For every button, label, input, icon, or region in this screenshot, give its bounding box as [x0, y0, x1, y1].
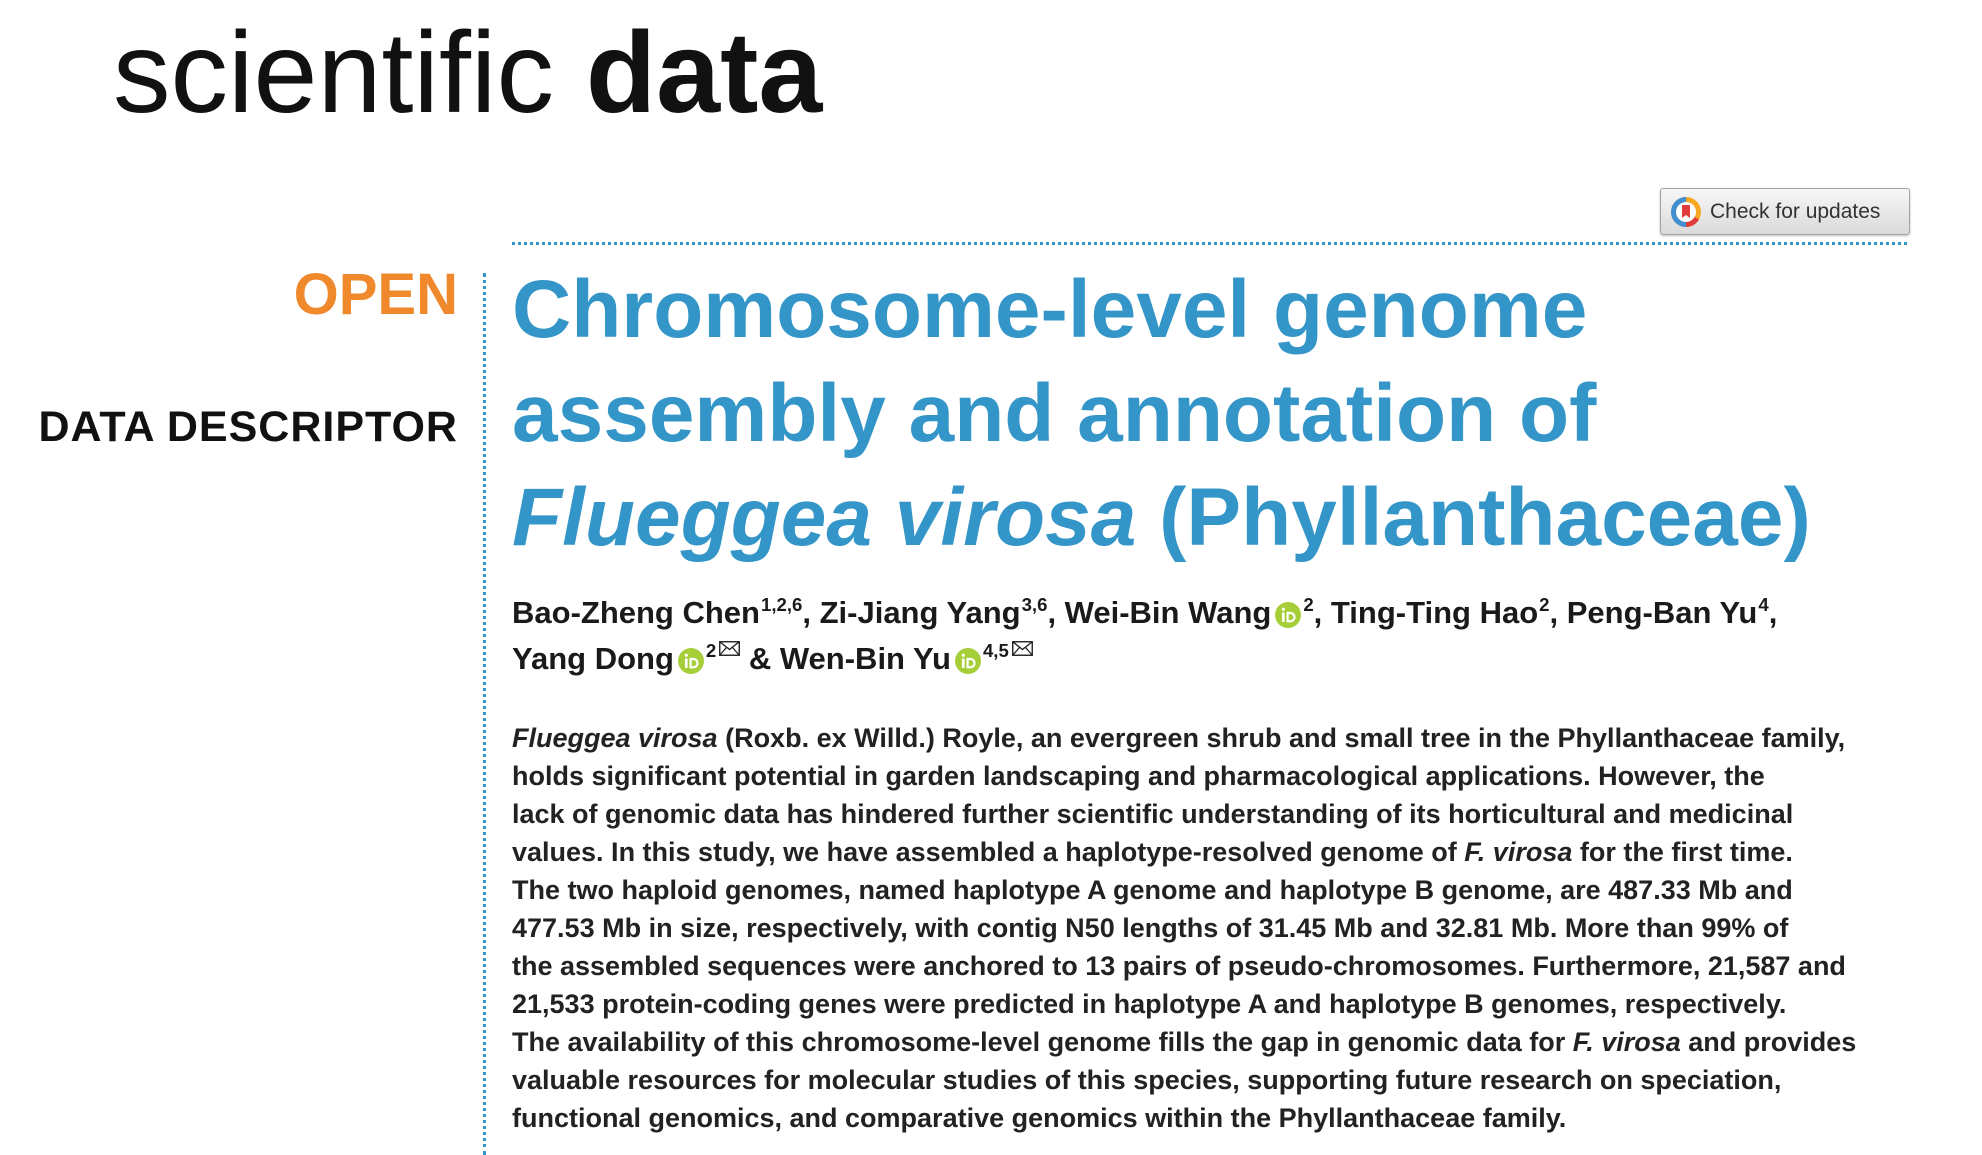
author-affiliation: 2 [1539, 594, 1550, 616]
author-separator: , [802, 595, 820, 630]
author-list [512, 592, 1777, 684]
check-for-updates-label: Check for updates [1710, 199, 1881, 223]
abstract-line [512, 719, 1856, 757]
abstract-text: and provides [1680, 1027, 1857, 1057]
abstract-text: The availability of this chromosome-level genome fills the gap in genomic data for [512, 1027, 1573, 1057]
author-affiliation: 4,5 [982, 640, 1009, 662]
dotted-rule-vertical [483, 273, 486, 1155]
abstract-line: 21,533 protein-coding genes were predicted in haplotype A and haplotype B genomes, respectively. [512, 989, 1787, 1019]
author-separator: , [1549, 595, 1567, 630]
journal-logo [113, 9, 823, 137]
abstract-line: The two haploid genomes, named haplotype A genome and haplotype B genome, are 487.33 Mb and [512, 875, 1793, 905]
author-separator: , [1047, 595, 1065, 630]
orcid-icon[interactable] [1274, 598, 1302, 626]
abstract-line: the assembled sequences were anchored to 13 pairs of pseudo-chromosomes. Furthermore, 21,587 and [512, 951, 1846, 981]
author-separator: & [740, 641, 780, 676]
abstract-line: holds significant potential in garden landscaping and pharmacological applications. However, the [512, 761, 1765, 791]
author-name: Yang Dong [512, 641, 674, 676]
author-affiliation: 1,2,6 [761, 594, 803, 616]
author-name: Ting-Ting Hao [1330, 595, 1539, 630]
author-line [512, 638, 1777, 684]
orcid-icon[interactable] [954, 644, 982, 672]
author-name: Wei-Bin Wang [1064, 595, 1272, 630]
article-type-label: DATA DESCRIPTOR [38, 403, 458, 451]
crossmark-icon [1671, 197, 1701, 227]
abstract-line: lack of genomic data has hindered further scientific understanding of its horticultural and medicinal [512, 799, 1794, 829]
author-name: Bao-Zheng Chen [512, 595, 760, 630]
abstract-line [512, 833, 1856, 871]
abstract-text: values. In this study, we have assembled a haplotype-resolved genome of [512, 837, 1465, 867]
orcid-icon[interactable] [677, 644, 705, 672]
title-species-name: Flueggea virosa [512, 472, 1137, 563]
abstract-line: functional genomics, and comparative genomics within the Phyllanthaceae family. [512, 1103, 1567, 1133]
author-name: Zi-Jiang Yang [819, 595, 1021, 630]
author-name: Peng-Ban Yu [1566, 595, 1758, 630]
abstract-line [512, 1023, 1856, 1061]
check-for-updates-button[interactable] [1660, 188, 1910, 235]
article-title [512, 258, 1811, 570]
author-affiliation: 3,6 [1021, 594, 1048, 616]
author-affiliation: 2 [705, 640, 717, 662]
title-line: assembly and annotation of [512, 368, 1597, 459]
author-affiliation: 4 [1758, 594, 1769, 616]
abstract-line: valuable resources for molecular studies of this species, supporting future research on speciation, [512, 1065, 1782, 1095]
abstract-text: (Roxb. ex Willd.) Royle, an evergreen shrub and small tree in the Phyllanthaceae family, [717, 723, 1846, 753]
envelope-icon[interactable] [1012, 625, 1033, 640]
title-line: Chromosome-level genome [512, 264, 1588, 355]
logo-word-scientific: scientific [113, 9, 554, 137]
abstract [512, 719, 1856, 1137]
species-name: F. virosa [1464, 837, 1573, 867]
open-access-label: OPEN [293, 262, 458, 327]
author-separator: , [1768, 595, 1778, 630]
dotted-rule-horizontal [512, 242, 1907, 245]
author-affiliation: 2 [1303, 594, 1314, 616]
abstract-line: 477.53 Mb in size, respectively, with contig N50 lengths of 31.45 Mb and 32.81 Mb. More than 99% of [512, 913, 1789, 943]
author-name: Wen-Bin Yu [779, 641, 951, 676]
title-family-name: (Phyllanthaceae) [1136, 472, 1811, 563]
species-name: Flueggea virosa [512, 723, 718, 753]
author-separator: , [1313, 595, 1331, 630]
envelope-icon[interactable] [719, 625, 740, 640]
logo-word-data: data [585, 9, 823, 137]
author-line [512, 592, 1777, 638]
species-name: F. virosa [1572, 1027, 1681, 1057]
title-line [512, 466, 1811, 570]
abstract-text: for the first time. [1572, 837, 1793, 867]
